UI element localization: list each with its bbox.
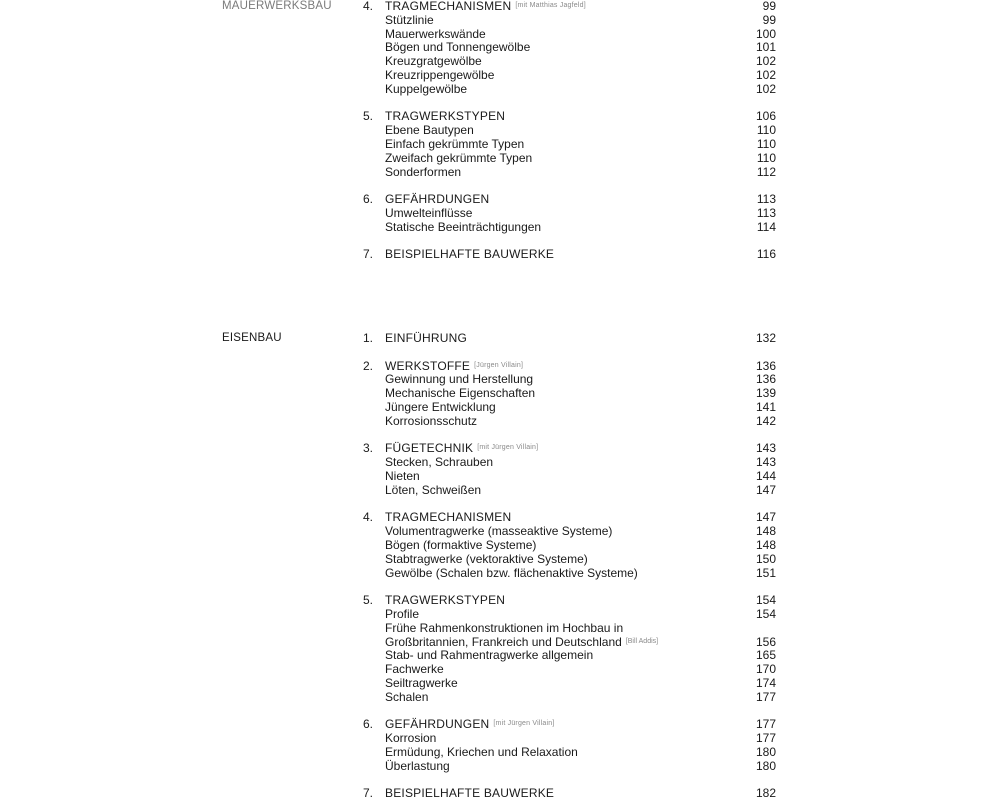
chapter-title: GEFÄHRDUNGEN [mit Jürgen Villain] bbox=[385, 717, 555, 732]
chapter-heading bbox=[0, 593, 1000, 607]
toc-entry bbox=[0, 538, 1000, 552]
author-note: [mit Jürgen Villain] bbox=[493, 720, 555, 728]
toc-entry bbox=[0, 469, 1000, 483]
page-number: 136 bbox=[755, 358, 776, 373]
toc-entry bbox=[0, 635, 1000, 649]
page-number: 174 bbox=[755, 676, 776, 690]
page-number: 110 bbox=[756, 150, 776, 165]
chapter-title: GEFÄHRDUNGEN bbox=[385, 192, 490, 207]
chapter-number: 6. bbox=[363, 192, 374, 207]
page-number: 136 bbox=[755, 372, 776, 387]
page-number: 143 bbox=[755, 441, 776, 456]
toc-entry bbox=[0, 165, 1000, 179]
chapter-heading bbox=[0, 717, 1000, 731]
page-number: 151 bbox=[755, 565, 776, 580]
page-number: 148 bbox=[755, 538, 776, 552]
page-number: 143 bbox=[755, 455, 776, 470]
toc-entry bbox=[0, 137, 1000, 151]
chapter-number: 5. bbox=[363, 109, 374, 124]
chapter-title: WERKSTOFFE [Jürgen Villain] bbox=[385, 358, 524, 373]
page-number: 99 bbox=[762, 0, 776, 13]
page-number: 156 bbox=[755, 634, 776, 649]
page-number: 114 bbox=[756, 219, 776, 234]
page-number: 110 bbox=[756, 123, 776, 138]
chapter-title: EINFÜHRUNG bbox=[385, 331, 467, 345]
entry-title: Nieten bbox=[385, 469, 420, 483]
toc-entry bbox=[0, 483, 1000, 497]
page-number: 154 bbox=[755, 607, 776, 621]
toc-entry bbox=[0, 400, 1000, 414]
entry-title: Überlastung bbox=[385, 758, 450, 773]
entry-title: Profile bbox=[385, 607, 420, 621]
page-number: 177 bbox=[755, 689, 776, 704]
toc-entry bbox=[0, 759, 1000, 773]
entry-title: Stützlinie bbox=[385, 12, 434, 27]
chapter-heading bbox=[0, 331, 1000, 345]
entry-title: Mechanische Eigenschaften bbox=[385, 386, 536, 401]
entry-title: Einfach gekrümmte Typen bbox=[385, 137, 525, 151]
toc-entry bbox=[0, 82, 1000, 96]
toc-entry bbox=[0, 621, 1000, 635]
entry-title: Bögen (formaktive Systeme) bbox=[385, 538, 537, 552]
toc-entry bbox=[0, 372, 1000, 386]
page-number: 180 bbox=[755, 745, 776, 759]
toc-entry bbox=[0, 690, 1000, 704]
toc-entry bbox=[0, 414, 1000, 428]
chapter-heading bbox=[0, 192, 1000, 206]
page-number: 177 bbox=[755, 717, 776, 732]
section-label: MAUERWERKSBAU bbox=[222, 0, 332, 12]
toc-entry bbox=[0, 386, 1000, 400]
page-number: 112 bbox=[756, 164, 776, 179]
entry-title: Gewinnung und Herstellung bbox=[385, 372, 534, 387]
entry-title: Schalen bbox=[385, 689, 429, 704]
page-number: 110 bbox=[756, 137, 776, 151]
page-number: 101 bbox=[755, 40, 776, 55]
chapter-title: BEISPIELHAFTE BAUWERKE bbox=[385, 786, 555, 800]
toc-entry bbox=[0, 68, 1000, 82]
entry-title: Stab- und Rahmentragwerke allgemein bbox=[385, 648, 594, 663]
entry-title: Löten, Schweißen bbox=[385, 482, 482, 497]
entry-title: Frühe Rahmenkonstruktionen im Hochbau in bbox=[385, 620, 624, 635]
entry-title: Mauerwerkswände bbox=[385, 26, 486, 41]
toc-entry bbox=[0, 40, 1000, 54]
page-number: 99 bbox=[762, 12, 776, 27]
chapter-number: 1. bbox=[363, 331, 374, 345]
toc-entry bbox=[0, 566, 1000, 580]
chapter-number: 7. bbox=[363, 247, 374, 262]
page-number: 165 bbox=[755, 648, 776, 663]
page-number: 116 bbox=[756, 247, 776, 262]
toc-entry bbox=[0, 524, 1000, 538]
chapter-number: 7. bbox=[363, 786, 374, 800]
entry-title: Stabtragwerke (vektoraktive Systeme) bbox=[385, 551, 588, 566]
entry-title: Volumentragwerke (masseaktive Systeme) bbox=[385, 524, 613, 539]
page-number: 139 bbox=[755, 386, 776, 401]
entry-title: Ermüdung, Kriechen und Relaxation bbox=[385, 745, 578, 759]
page-number: 102 bbox=[755, 81, 776, 96]
toc-entry bbox=[0, 455, 1000, 469]
page-number: 100 bbox=[755, 26, 776, 41]
entry-title: Stecken, Schrauben bbox=[385, 455, 494, 470]
chapter-title: BEISPIELHAFTE BAUWERKE bbox=[385, 247, 555, 262]
chapter-heading bbox=[0, 786, 1000, 800]
chapter-title: TRAGMECHANISMEN [mit Matthias Jagfeld] bbox=[385, 0, 586, 13]
toc-entry bbox=[0, 731, 1000, 745]
author-note: [mit Matthias Jagfeld] bbox=[515, 2, 586, 9]
entry-title: Kuppelgewölbe bbox=[385, 81, 468, 96]
page-number: 113 bbox=[756, 206, 776, 220]
entry-title: Sonderformen bbox=[385, 164, 462, 179]
page-number: 177 bbox=[755, 731, 776, 746]
chapter-number: 6. bbox=[363, 717, 374, 732]
toc-entry bbox=[0, 54, 1000, 68]
page-number: 141 bbox=[755, 400, 776, 414]
chapter-heading bbox=[0, 0, 1000, 13]
page-number: 102 bbox=[755, 54, 776, 69]
toc-entry bbox=[0, 151, 1000, 165]
chapter-title: FÜGETECHNIK [mit Jürgen Villain] bbox=[385, 441, 539, 456]
toc-entry bbox=[0, 220, 1000, 234]
toc-entry bbox=[0, 662, 1000, 676]
entry-title: Korrosion bbox=[385, 731, 437, 746]
page-number: 148 bbox=[755, 524, 776, 539]
chapter-title: TRAGWERKSTYPEN bbox=[385, 109, 506, 124]
entry-title: Korrosionsschutz bbox=[385, 413, 478, 428]
author-note: [Bill Addis] bbox=[625, 637, 659, 645]
chapter-heading bbox=[0, 510, 1000, 524]
chapter-heading bbox=[0, 247, 1000, 261]
chapter-title: TRAGWERKSTYPEN bbox=[385, 593, 506, 608]
chapter-number: 4. bbox=[363, 0, 374, 13]
toc-entry bbox=[0, 607, 1000, 621]
page-number: 180 bbox=[755, 758, 776, 773]
entry-title: Kreuzgratgewölbe bbox=[385, 54, 482, 69]
entry-title: Bögen und Tonnengewölbe bbox=[385, 40, 531, 55]
page-number: 154 bbox=[755, 593, 776, 608]
chapter-heading bbox=[0, 109, 1000, 123]
page-number: 182 bbox=[755, 786, 776, 800]
chapter-number: 5. bbox=[363, 593, 374, 608]
toc-entry bbox=[0, 552, 1000, 566]
page-number: 147 bbox=[755, 482, 776, 497]
chapter-heading bbox=[0, 359, 1000, 373]
entry-title: Zweifach gekrümmte Typen bbox=[385, 150, 533, 165]
toc-entry bbox=[0, 648, 1000, 662]
entry-title: Gewölbe (Schalen bzw. flächenaktive Systeme) bbox=[385, 565, 638, 580]
page-number: 150 bbox=[755, 551, 776, 566]
section-label: EISENBAU bbox=[222, 332, 282, 344]
chapter-number: 3. bbox=[363, 441, 374, 456]
toc-entry bbox=[0, 745, 1000, 759]
chapter-heading bbox=[0, 441, 1000, 455]
page-number: 106 bbox=[755, 109, 776, 124]
entry-title: Kreuzrippengewölbe bbox=[385, 68, 495, 82]
entry-title: Seiltragwerke bbox=[385, 676, 458, 690]
chapter-title: TRAGMECHANISMEN bbox=[385, 510, 512, 525]
page-number: 113 bbox=[756, 192, 776, 207]
author-note: [Jürgen Villain] bbox=[474, 361, 524, 369]
entry-title: Fachwerke bbox=[385, 662, 444, 677]
entry-title: Jüngere Entwicklung bbox=[385, 400, 496, 414]
author-note: [mit Jürgen Villain] bbox=[477, 444, 539, 452]
entry-title: Ebene Bautypen bbox=[385, 123, 474, 138]
page-number: 170 bbox=[755, 662, 776, 677]
toc-entry bbox=[0, 27, 1000, 41]
page-number: 132 bbox=[755, 331, 776, 345]
page-number: 102 bbox=[755, 68, 776, 82]
chapter-number: 4. bbox=[363, 510, 374, 525]
entry-title: Großbritannien, Frankreich und Deutschland [Bill Addis] bbox=[385, 634, 659, 649]
entry-title: Statische Beeinträchtigungen bbox=[385, 219, 542, 234]
chapter-number: 2. bbox=[363, 358, 374, 373]
page-number: 142 bbox=[755, 413, 776, 428]
page-number: 147 bbox=[755, 510, 776, 525]
toc-entry bbox=[0, 123, 1000, 137]
page-number: 144 bbox=[755, 469, 776, 483]
entry-title: Umwelteinflüsse bbox=[385, 206, 473, 220]
toc-entry bbox=[0, 676, 1000, 690]
toc-entry bbox=[0, 206, 1000, 220]
toc-entry bbox=[0, 13, 1000, 27]
